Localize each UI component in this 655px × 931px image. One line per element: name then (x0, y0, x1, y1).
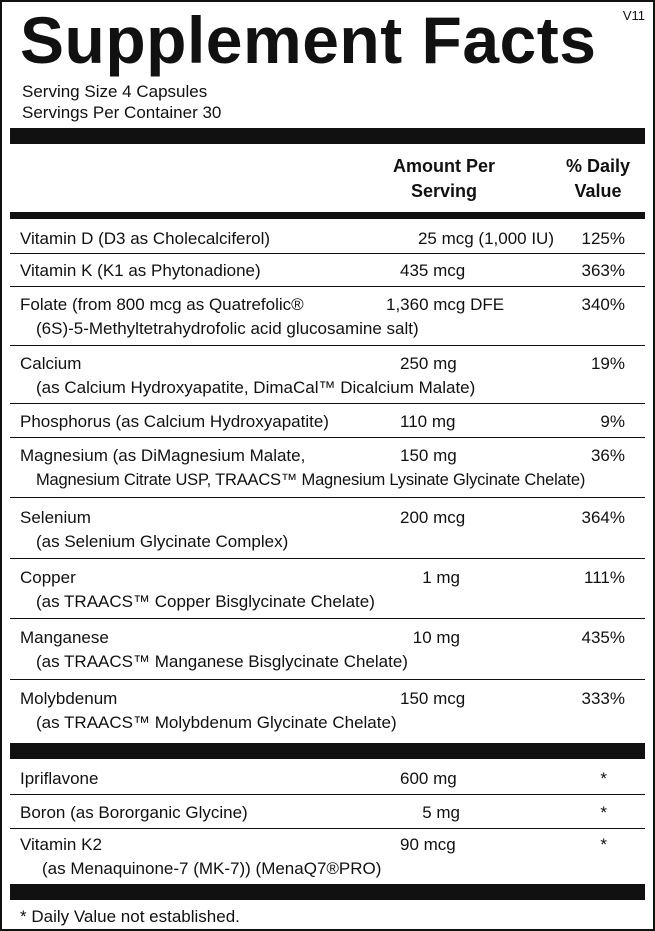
nutrient-source: (as Selenium Glycinate Complex) (36, 532, 289, 551)
nutrient-dv: 36% (590, 446, 625, 465)
ingredient-dv: * (600, 803, 607, 822)
row-divider (10, 794, 645, 795)
nutrient-source: (as TRAACS™ Molybdenum Glycinate Chelate) (36, 713, 397, 732)
amount-header-line1: Amount Per (392, 156, 495, 176)
ingredient-amount: 600 mg (400, 769, 457, 788)
nutrient-dv: 435% (581, 628, 625, 647)
nutrient-source: (6S)-5-Methyltetrahydrofolic acid glucosamine salt) (36, 319, 419, 338)
nutrient-dv: 19% (590, 354, 625, 373)
row-divider (10, 253, 645, 254)
row-divider (10, 497, 645, 498)
thick-divider-header (10, 212, 645, 219)
row-divider (10, 286, 645, 287)
nutrient-amount: 150 mg (400, 446, 457, 465)
nutrient-name: Magnesium (as DiMagnesium Malate, (20, 446, 306, 465)
nutrient-amount: 10 mg (412, 628, 460, 647)
nutrient-amount: 150 mcg (400, 689, 466, 708)
nutrient-amount: 200 mcg (400, 508, 466, 527)
ingredient-dv: * (600, 769, 607, 788)
nutrient-amount: 435 mcg (400, 261, 466, 280)
nutrient-name: Calcium (20, 354, 82, 373)
nutrient-name: Phosphorus (as Calcium Hydroxyapatite) (20, 412, 329, 431)
serving-size: Serving Size 4 Capsules (22, 82, 208, 101)
nutrient-amount: 25 mcg (1,000 IU) (417, 229, 554, 248)
thick-divider-top (10, 128, 645, 144)
amount-header-line2: Serving (410, 181, 478, 201)
row-divider (10, 618, 645, 619)
footnote: * Daily Value not established. (20, 907, 240, 926)
dv-header-line2: Value (574, 181, 622, 201)
nutrient-dv: 111% (584, 568, 625, 587)
nutrient-dv: 363% (581, 261, 625, 280)
row-divider (10, 828, 645, 829)
nutrient-name: Molybdenum (20, 689, 118, 708)
servings-per-container: Servings Per Container 30 (22, 103, 222, 122)
nutrient-source: (as TRAACS™ Manganese Bisglycinate Chelate) (36, 652, 408, 671)
thick-divider-middle (10, 743, 645, 759)
nutrient-dv: 340% (581, 295, 625, 314)
nutrient-name: Folate (from 800 mcg as Quatrefolic® (20, 295, 304, 314)
thick-divider-bottom (10, 884, 645, 900)
row-divider (10, 403, 645, 404)
nutrient-amount: 250 mg (400, 354, 457, 373)
nutrient-dv: 364% (581, 508, 625, 527)
ingredient-dv: * (600, 835, 607, 854)
nutrient-amount: 1 mg (422, 568, 460, 587)
nutrient-source: Magnesium Citrate USP, TRAACS™ Magnesium Lysinate Glycinate Chelate) (36, 471, 586, 489)
row-divider (10, 437, 645, 438)
nutrient-dv: 333% (581, 689, 625, 708)
ingredient-amount: 90 mcg (400, 835, 456, 854)
nutrient-name: Vitamin D (D3 as Cholecalciferol) (20, 229, 271, 248)
row-divider (10, 345, 645, 346)
nutrient-name: Vitamin K (K1 as Phytonadione) (20, 261, 261, 280)
nutrient-dv: 125% (581, 229, 625, 248)
ingredient-name: Ipriflavone (20, 769, 99, 788)
ingredient-name: Boron (as Bororganic Glycine) (20, 803, 248, 822)
row-divider (10, 679, 645, 680)
dv-header-line1: % Daily (565, 156, 631, 176)
panel-title: Supplement Facts (20, 3, 597, 77)
row-divider (10, 558, 645, 559)
nutrient-name: Selenium (20, 508, 91, 527)
version-code: V11 (622, 8, 645, 23)
ingredient-amount: 5 mg (422, 803, 460, 822)
nutrient-source: (as Calcium Hydroxyapatite, DimaCal™ Dicalcium Malate) (36, 378, 476, 397)
nutrient-amount: 1,360 mcg DFE (386, 295, 505, 314)
ingredient-name: Vitamin K2 (20, 835, 102, 854)
nutrient-source: (as TRAACS™ Copper Bisglycinate Chelate) (36, 592, 375, 611)
nutrient-name: Manganese (20, 628, 109, 647)
nutrient-name: Copper (20, 568, 76, 587)
ingredient-source: (as Menaquinone-7 (MK-7)) (MenaQ7®PRO) (42, 859, 382, 878)
nutrient-amount: 110 mg (400, 412, 456, 431)
nutrient-dv: 9% (600, 412, 625, 431)
